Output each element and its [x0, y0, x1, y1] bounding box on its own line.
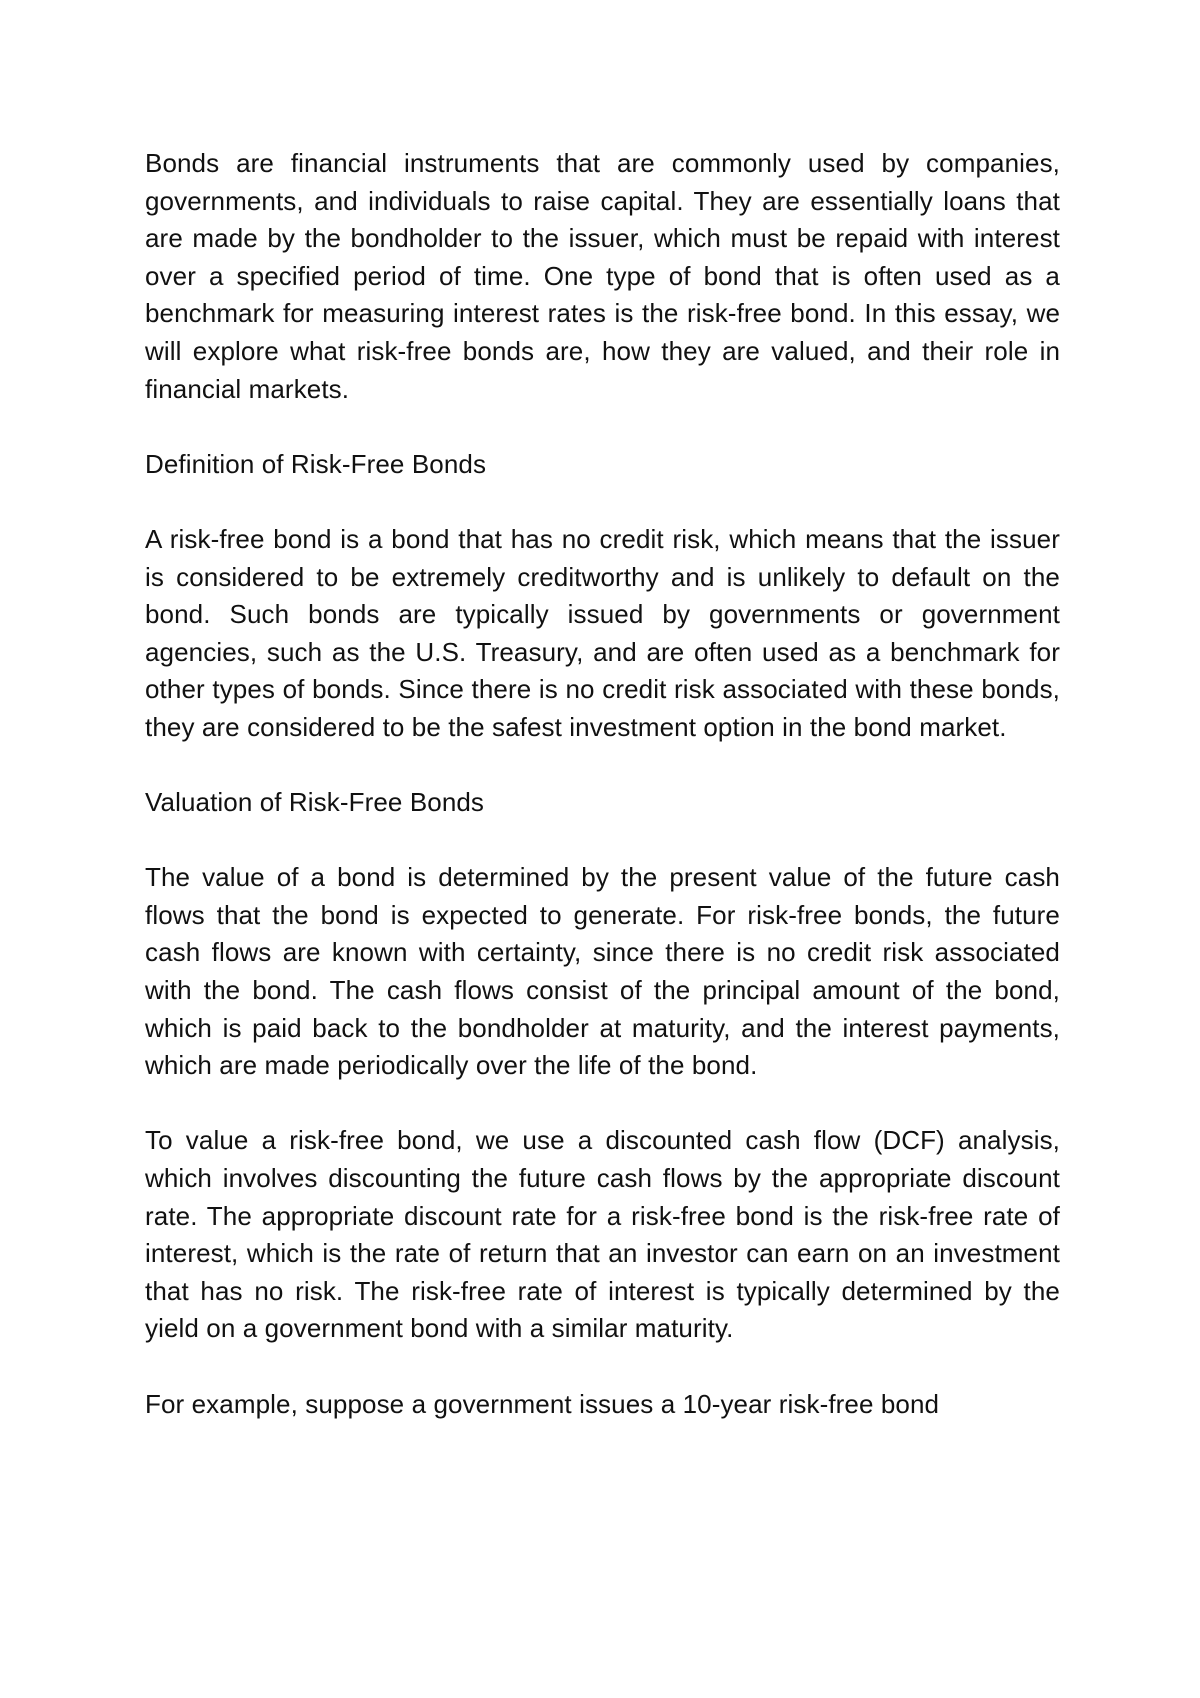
document-body: [145, 145, 1060, 1423]
section-heading-valuation: Valuation of Risk-Free Bonds: [145, 787, 485, 818]
example-paragraph: For example, suppose a government issues a 10-year risk-free bond: [145, 1388, 940, 1419]
definition-paragraph: A risk-free bond is a bond that has no credit risk, which means that the issuer is considered to be extremely creditworthy and is unlikely to default on the bond. Such bonds are typically issued by governments or government agencies, such as the U.S. Treasury, and are often used as a benchmark for other types of bonds. Since there is no credit risk associated with these bonds, they are considered to be the safest investment option in the bond market.: [145, 523, 1060, 742]
valuation-paragraph-1: The value of a bond is determined by the present value of the future cash flows that the bond is expected to generate. For risk-free bonds, the future cash flows are known with certainty, since there is no credit risk associated with the bond. The cash flows consist of the principal amount of the bond, which is paid back to the bondholder at maturity, and the interest payments, which are made periodically over the life of the bond.: [145, 862, 1060, 1081]
intro-paragraph: Bonds are financial instruments that are commonly used by companies, governments, and individuals to raise capital. They are essentially loans that are made by the bondholder to the issuer, which must be repaid with interest over a specified period of time. One type of bond that is often used as a benchmark for measuring interest rates is the risk-free bond. In this essay, we will explore what risk-free bonds are, how they are valued, and their role in financial markets.: [145, 148, 1060, 404]
section-heading-definition: Definition of Risk-Free Bonds: [145, 448, 487, 479]
valuation-paragraph-2: To value a risk-free bond, we use a discounted cash flow (DCF) analysis, which involves discounting the future cash flows by the appropriate discount rate. The appropriate discount rate for a risk-free bond is the risk-free rate of interest, which is the rate of return that an investor can earn on an investment that has no risk. The risk-free rate of interest is typically determined by the yield on a government bond with a similar maturity.: [145, 1125, 1060, 1344]
